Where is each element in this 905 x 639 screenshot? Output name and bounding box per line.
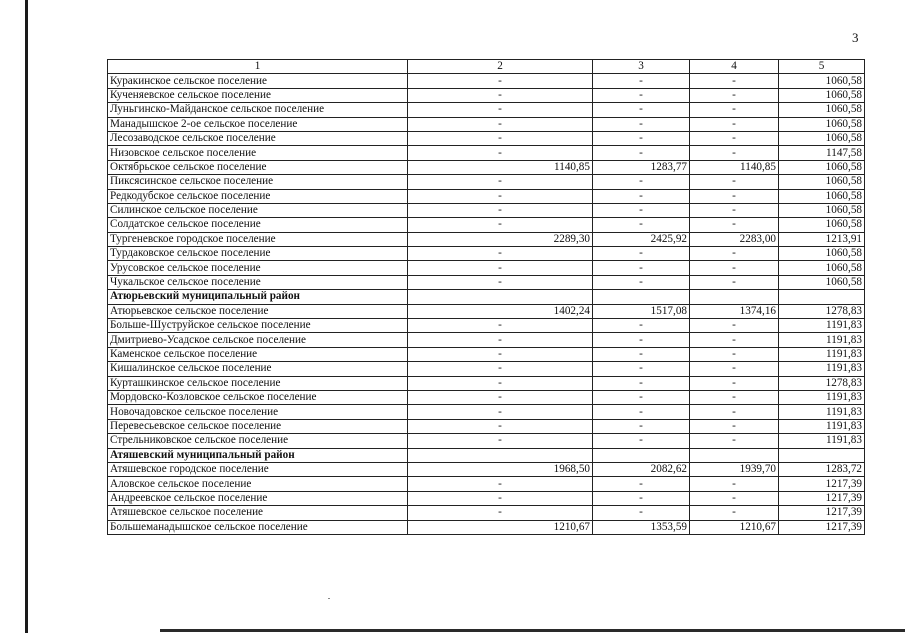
settlement-name: Атяшевское городское поселение [108,462,408,476]
value-col-2: 1140,85 [408,160,593,174]
value-col-5: 1060,58 [779,175,865,189]
table-row [108,160,865,174]
value-col-4: - [690,362,779,376]
value-col-5: 1283,72 [779,462,865,476]
settlement-name: Больше-Шуструйское сельское поселение [108,319,408,333]
value-col-3: - [593,247,690,261]
value-col-2: - [408,203,593,217]
section-row [108,448,865,462]
empty-cell [593,448,690,462]
value-col-4: 2283,00 [690,232,779,246]
empty-cell [690,448,779,462]
value-col-5: 1060,58 [779,203,865,217]
value-col-5: 1191,83 [779,419,865,433]
value-col-4: - [690,131,779,145]
value-col-3: - [593,275,690,289]
table-row [108,232,865,246]
table-row [108,146,865,160]
settlement-name: Турдаковское сельское поселение [108,247,408,261]
value-col-4: - [690,74,779,88]
value-col-3: - [593,261,690,275]
settlement-name: Андреевское сельское поселение [108,491,408,505]
value-col-2: - [408,333,593,347]
value-col-5: 1060,58 [779,131,865,145]
value-col-3: - [593,347,690,361]
empty-cell [593,290,690,304]
value-col-3: - [593,103,690,117]
value-col-2: - [408,88,593,102]
value-col-2: - [408,175,593,189]
settlement-name: Кученяевское сельское поселение [108,88,408,102]
empty-cell [690,290,779,304]
value-col-3: - [593,117,690,131]
value-col-3: 2425,92 [593,232,690,246]
value-col-4: - [690,419,779,433]
value-col-5: 1060,58 [779,103,865,117]
value-col-4: - [690,405,779,419]
settlement-name: Пиксясинское сельское поселение [108,175,408,189]
value-col-4: - [690,247,779,261]
value-col-2: - [408,390,593,404]
table-row [108,376,865,390]
settlement-name: Большеманадышское сельское поселение [108,520,408,534]
value-col-2: - [408,103,593,117]
value-col-2: 1402,24 [408,304,593,318]
table-row [108,347,865,361]
settlement-name: Курташкинское сельское поселение [108,376,408,390]
settlement-name: Мордовско-Козловское сельское поселение [108,390,408,404]
table-row [108,74,865,88]
value-col-2: - [408,131,593,145]
value-col-2: - [408,419,593,433]
table-row [108,275,865,289]
settlement-name: Перевесьевское сельское поселение [108,419,408,433]
settlement-name: Октябрьское сельское поселение [108,160,408,174]
value-col-3: - [593,419,690,433]
value-col-5: 1060,58 [779,189,865,203]
table-row [108,491,865,505]
value-col-3: - [593,203,690,217]
settlement-name: Куракинское сельское поселение [108,74,408,88]
section-title: Атюрьевский муниципальный район [108,290,408,304]
value-col-3: 1353,59 [593,520,690,534]
table-row [108,131,865,145]
value-col-4: 1374,16 [690,304,779,318]
table-row [108,247,865,261]
table-row [108,333,865,347]
value-col-3: - [593,146,690,160]
settlement-name: Манадышское 2-ое сельское поселение [108,117,408,131]
value-col-2: - [408,74,593,88]
table-body [108,60,865,535]
settlement-name: Каменское сельское поселение [108,347,408,361]
table-row [108,189,865,203]
value-col-4: - [690,103,779,117]
value-col-5: 1217,39 [779,506,865,520]
settlement-name: Аловское сельское поселение [108,477,408,491]
value-col-5: 1278,83 [779,304,865,318]
settlement-name: Атюрьевское сельское поселение [108,304,408,318]
empty-cell [408,290,593,304]
value-col-3: 1283,77 [593,160,690,174]
table-row [108,462,865,476]
value-col-2: - [408,405,593,419]
value-col-3: - [593,74,690,88]
value-col-3: - [593,477,690,491]
value-col-3: - [593,434,690,448]
value-col-2: 1210,67 [408,520,593,534]
value-col-4: - [690,218,779,232]
scan-edge-bottom [160,629,905,632]
table-row [108,319,865,333]
page-number: 3 [852,30,859,45]
value-col-2: - [408,275,593,289]
settlement-name: Стрельниковское сельское поселение [108,434,408,448]
value-col-5: 1147,58 [779,146,865,160]
value-col-5: 1191,83 [779,434,865,448]
value-col-4: - [690,275,779,289]
table-row [108,117,865,131]
value-col-2: - [408,319,593,333]
header-cell-2: 2 [408,60,593,74]
settlement-name: Урусовское сельское поселение [108,261,408,275]
value-col-4: 1140,85 [690,160,779,174]
value-col-2: - [408,376,593,390]
value-col-2: 2289,30 [408,232,593,246]
settlement-name: Низовское сельское поселение [108,146,408,160]
value-col-4: - [690,117,779,131]
value-col-2: - [408,117,593,131]
value-col-4: - [690,146,779,160]
settlement-name: Тургеневское городское поселение [108,232,408,246]
value-col-4: - [690,491,779,505]
value-col-2: - [408,434,593,448]
value-col-5: 1191,83 [779,362,865,376]
scan-edge-left [25,0,28,633]
empty-cell [779,448,865,462]
header-cell-5: 5 [779,60,865,74]
settlement-name: Солдатское сельское поселение [108,218,408,232]
settlement-name: Чукальское сельское поселение [108,275,408,289]
table-row [108,203,865,217]
value-col-4: - [690,175,779,189]
value-col-5: 1191,83 [779,390,865,404]
value-col-2: 1968,50 [408,462,593,476]
value-col-4: - [690,189,779,203]
value-col-5: 1060,58 [779,218,865,232]
value-col-4: 1210,67 [690,520,779,534]
table-row [108,434,865,448]
section-row [108,290,865,304]
value-col-4: - [690,261,779,275]
value-col-5: 1217,39 [779,477,865,491]
value-col-5: 1060,58 [779,261,865,275]
value-col-4: - [690,319,779,333]
empty-cell [408,448,593,462]
value-col-5: 1278,83 [779,376,865,390]
table-row [108,103,865,117]
value-col-5: 1060,58 [779,88,865,102]
value-col-4: - [690,376,779,390]
value-col-2: - [408,362,593,376]
value-col-3: - [593,218,690,232]
tariff-table [107,59,865,535]
value-col-3: - [593,506,690,520]
value-col-3: - [593,333,690,347]
settlement-name: Кишалинское сельское поселение [108,362,408,376]
table-row [108,304,865,318]
value-col-2: - [408,491,593,505]
value-col-3: 1517,08 [593,304,690,318]
table-row [108,520,865,534]
value-col-3: - [593,88,690,102]
settlement-name: Лесозаводское сельское поселение [108,131,408,145]
value-col-3: - [593,175,690,189]
value-col-2: - [408,347,593,361]
value-col-4: - [690,390,779,404]
value-col-3: - [593,362,690,376]
value-col-5: 1191,83 [779,405,865,419]
value-col-3: - [593,319,690,333]
value-col-4: - [690,203,779,217]
value-col-4: - [690,477,779,491]
value-col-4: - [690,333,779,347]
header-row [108,60,865,74]
table-row [108,419,865,433]
table-row [108,261,865,275]
settlement-name: Новочадовское сельское поселение [108,405,408,419]
header-cell-3: 3 [593,60,690,74]
value-col-5: 1060,58 [779,160,865,174]
value-col-5: 1191,83 [779,347,865,361]
value-col-4: - [690,88,779,102]
value-col-4: - [690,347,779,361]
value-col-3: - [593,189,690,203]
table-row [108,175,865,189]
value-col-4: - [690,434,779,448]
table-row [108,506,865,520]
settlement-name: Редкодубское сельское поселение [108,189,408,203]
table-row [108,477,865,491]
value-col-2: - [408,247,593,261]
value-col-5: 1217,39 [779,520,865,534]
value-col-2: - [408,477,593,491]
value-col-5: 1217,39 [779,491,865,505]
value-col-5: 1213,91 [779,232,865,246]
settlement-name: Силинское сельское поселение [108,203,408,217]
value-col-5: 1060,58 [779,275,865,289]
value-col-2: - [408,506,593,520]
value-col-2: - [408,146,593,160]
settlement-name: Дмитриево-Усадское сельское поселение [108,333,408,347]
table-row [108,362,865,376]
empty-cell [779,290,865,304]
section-title: Атяшевский муниципальный район [108,448,408,462]
header-cell-4: 4 [690,60,779,74]
settlement-name: Атяшевское сельское поселение [108,506,408,520]
header-cell-1: 1 [108,60,408,74]
value-col-3: - [593,405,690,419]
value-col-3: 2082,62 [593,462,690,476]
value-col-5: 1060,58 [779,117,865,131]
table-row [108,390,865,404]
value-col-2: - [408,189,593,203]
table-row [108,405,865,419]
value-col-2: - [408,261,593,275]
table-row [108,218,865,232]
value-col-3: - [593,491,690,505]
value-col-4: - [690,506,779,520]
settlement-name: Луньгинско-Майданское сельское поселение [108,103,408,117]
value-col-3: - [593,131,690,145]
value-col-2: - [408,218,593,232]
value-col-3: - [593,376,690,390]
value-col-5: 1191,83 [779,333,865,347]
value-col-5: 1060,58 [779,247,865,261]
table-row [108,88,865,102]
value-col-5: 1191,83 [779,319,865,333]
value-col-3: - [593,390,690,404]
value-col-5: 1060,58 [779,74,865,88]
value-col-4: 1939,70 [690,462,779,476]
scan-speck [328,598,330,599]
